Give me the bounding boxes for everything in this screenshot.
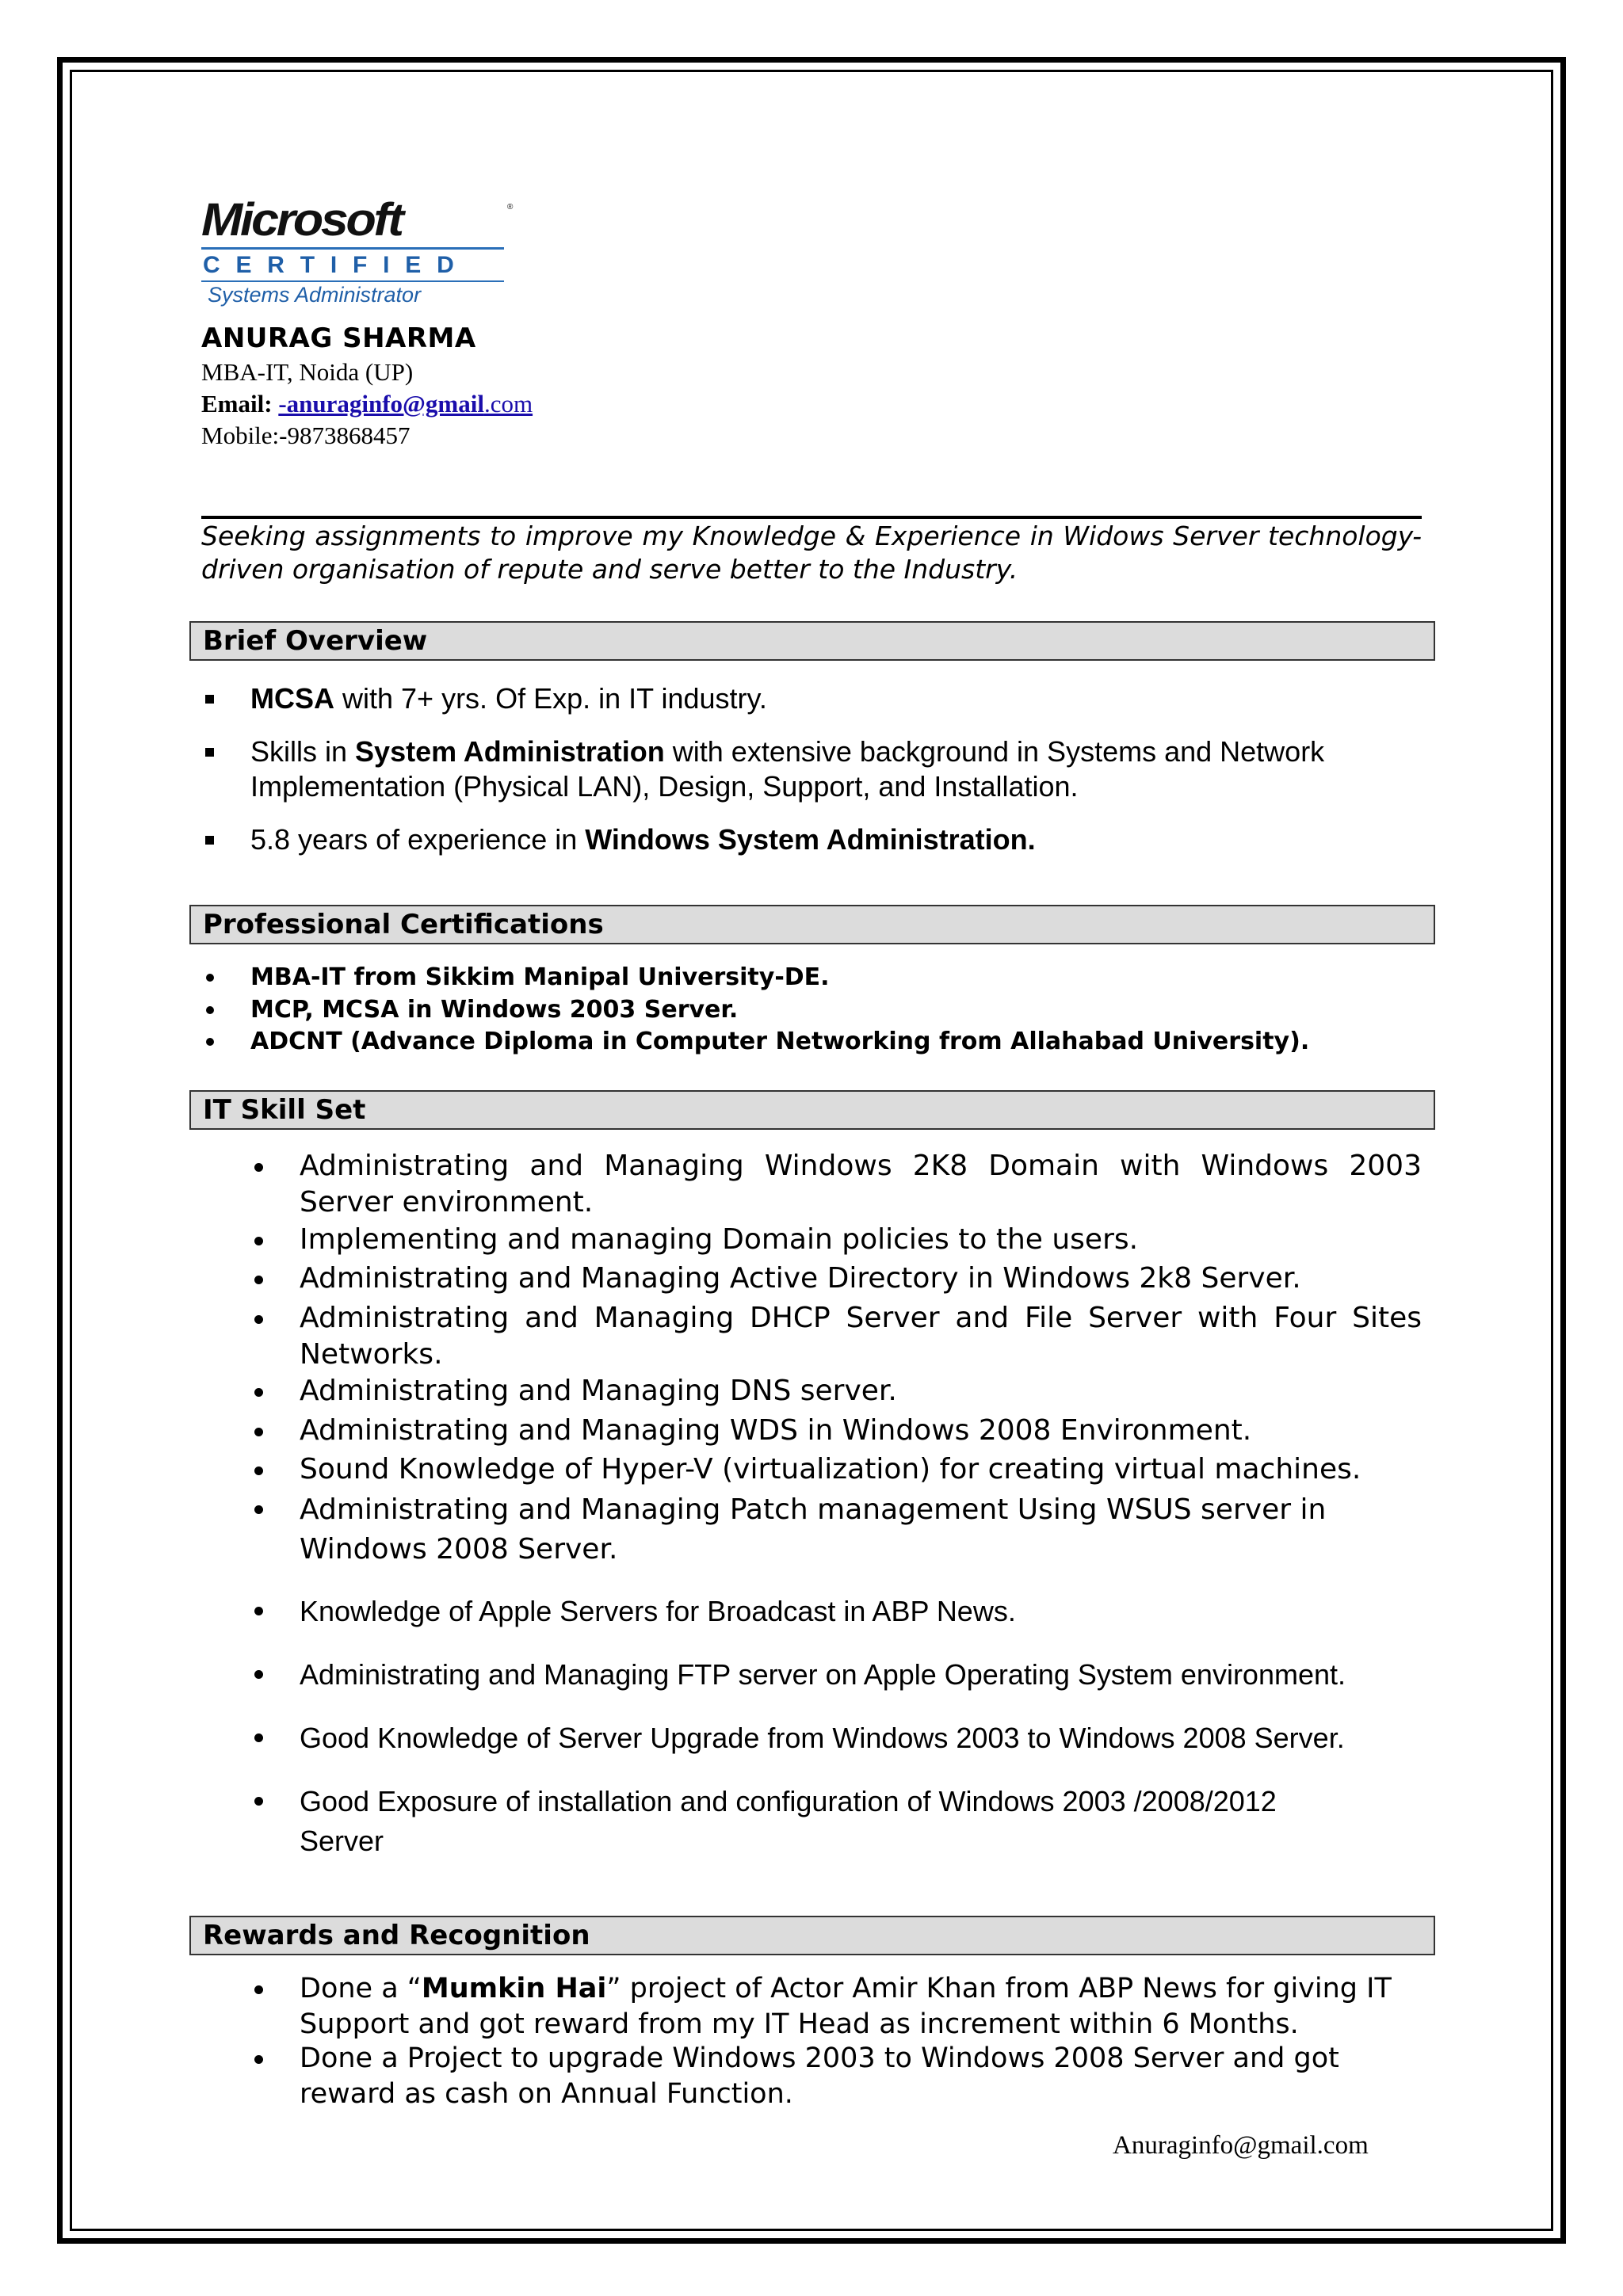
bullet-icon	[254, 2055, 263, 2064]
overview-item	[201, 734, 1422, 804]
bullet-icon	[254, 1985, 263, 1994]
section-header-rewards: Rewards and Recognition	[189, 1916, 1435, 1955]
skill-text: Administrating and Managing FTP server on Apple Operating System environment.	[300, 1658, 1346, 1691]
bullet-icon	[254, 1237, 263, 1245]
skill-text: Good Knowledge of Server Upgrade from Windows 2003 to Windows 2008 Server.	[300, 1722, 1345, 1754]
logo-rule-top	[201, 247, 504, 250]
email-link[interactable]: -anuraginfo@gmail	[278, 390, 484, 418]
overview-pre: Skills in	[250, 735, 356, 768]
skill-text: Good Exposure of installation and configuration of Windows 2003 /2008/2012 Server	[300, 1785, 1277, 1857]
reward-text	[300, 1971, 1403, 2042]
square-bullet-icon	[205, 748, 214, 757]
skill-text: Administrating and Managing DHCP Server and File Server with Four Sites Networks.	[300, 1302, 1422, 1371]
section-header-certifications: Professional Certifications	[189, 905, 1435, 944]
skill-text: Knowledge of Apple Servers for Broadcast in ABP News.	[300, 1595, 1016, 1627]
bullet-icon	[254, 1797, 263, 1806]
career-objective: Seeking assignments to improve my Knowledge & Experience in Widows Server technology-driven organisation of repute and serve better to the Industry.	[201, 521, 1422, 585]
mobile-line: Mobile:-9873868457	[201, 421, 411, 449]
bullet-icon	[254, 1670, 263, 1679]
overview-text	[250, 734, 1422, 804]
bullet-icon	[206, 1006, 214, 1014]
square-bullet-icon	[205, 836, 214, 845]
bullet-icon	[206, 1038, 214, 1046]
overview-item	[201, 822, 1422, 857]
bullet-icon	[254, 1388, 263, 1397]
overview-item	[201, 681, 1422, 716]
square-bullet-icon	[205, 695, 214, 704]
bullet-icon	[254, 1607, 263, 1615]
certification-text: MCP, MCSA in Windows 2003 Server.	[250, 996, 739, 1024]
footer-email: Anuraginfo@gmail.com	[1113, 2131, 1369, 2160]
certification-text: ADCNT (Advance Diploma in Computer Networking from Allahabad University).	[250, 1028, 1310, 1055]
reward-post: ” project of Actor Amir Khan from ABP News for giving IT Support and got reward from my IT Head as increment within 6 Months.	[300, 1973, 1392, 2040]
skill-text: Sound Knowledge of Hyper-V (virtualization) for creating virtual machines.	[300, 1453, 1361, 1486]
logo-trademark: ®	[507, 203, 514, 212]
overview-text	[250, 822, 1422, 857]
bullet-icon	[254, 1505, 263, 1514]
reward-bold: Mumkin Hai	[421, 1973, 607, 2004]
bullet-icon	[254, 1466, 263, 1475]
certification-text: MBA-IT from Sikkim Manipal University-DE.	[250, 963, 830, 991]
reward-pre: Done a “	[300, 1973, 422, 2004]
bullet-icon	[254, 1315, 263, 1324]
overview-pre: 5.8 years of experience in	[250, 823, 586, 856]
microsoft-certified-logo	[201, 194, 514, 307]
objective-divider	[201, 516, 1422, 519]
logo-wordmark: Microsoft	[201, 194, 402, 246]
overview-text	[250, 681, 1422, 716]
overview-bold: Windows System Administration.	[585, 823, 1036, 856]
email-link-tail[interactable]: .com	[483, 390, 533, 418]
skill-text: Administrating and Managing DNS server.	[300, 1375, 897, 1407]
overview-rest: with extensive background in Systems and Network Implementation (Physical LAN), Design, Support, and Installation.	[250, 735, 1325, 803]
qualification-location: MBA-IT, Noida (UP)	[201, 358, 414, 386]
section-header-skills: IT Skill Set	[189, 1090, 1435, 1130]
bullet-icon	[254, 1428, 263, 1436]
skill-text: Administrating and Managing WDS in Windows 2008 Environment.	[300, 1414, 1252, 1447]
skill-text: Implementing and managing Domain policies to the users.	[300, 1223, 1139, 1256]
bullet-icon	[254, 1163, 263, 1172]
skill-text: Administrating and Managing Windows 2K8 Domain with Windows 2003 Server environment.	[300, 1150, 1422, 1219]
overview-rest: with 7+ yrs. Of Exp. in IT industry.	[334, 682, 767, 715]
logo-certified-text: CERTIFIED	[203, 252, 470, 278]
overview-bold: System Administration	[355, 735, 665, 768]
skill-text: Administrating and Managing Active Directory in Windows 2k8 Server.	[300, 1262, 1301, 1295]
email-label: Email:	[201, 390, 273, 418]
section-header-overview: Brief Overview	[189, 621, 1435, 661]
overview-bold: MCSA	[250, 682, 334, 715]
bullet-icon	[254, 1276, 263, 1284]
logo-subtitle: Systems Administrator	[208, 283, 422, 307]
candidate-name: ANURAG SHARMA	[201, 322, 476, 354]
reward-text: Done a Project to upgrade Windows 2003 to Windows 2008 Server and got reward as cash on Annual Function.	[300, 2042, 1339, 2110]
skill-text: Administrating and Managing Patch management Using WSUS server in Windows 2008 Server.	[300, 1493, 1327, 1566]
email-line	[201, 388, 533, 420]
bullet-icon	[206, 974, 214, 982]
bullet-icon	[254, 1733, 263, 1742]
